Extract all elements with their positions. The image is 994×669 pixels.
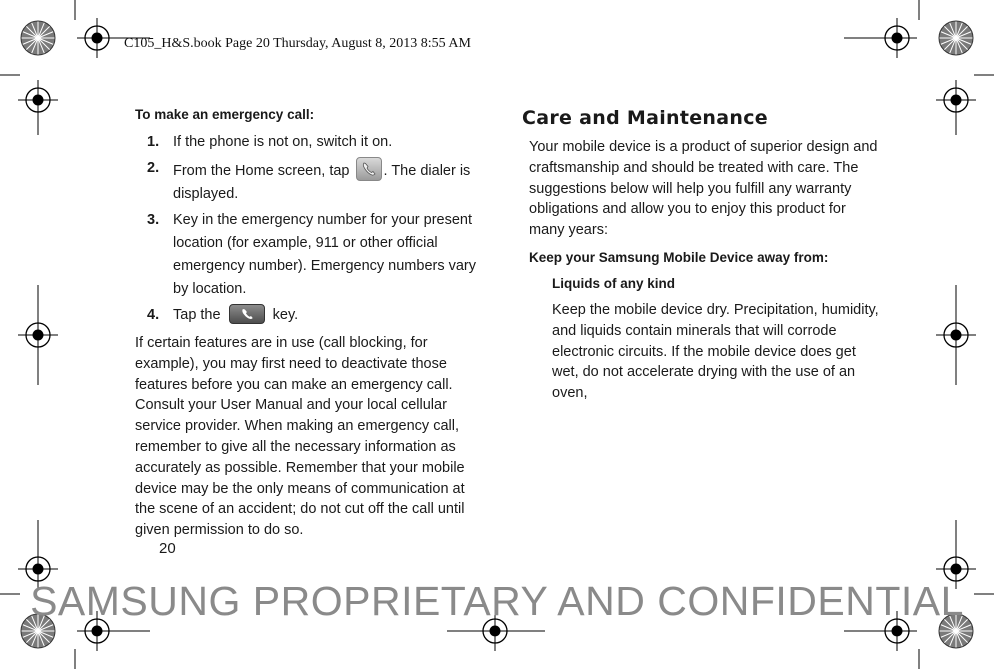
left-column bbox=[135, 105, 485, 541]
confidential-watermark: SAMSUNG PROPRIETARY AND CONFIDENTIAL bbox=[30, 578, 964, 624]
step-text-after: . The dialer is displayed. bbox=[173, 163, 471, 202]
step-2 bbox=[135, 157, 485, 206]
liquids-section bbox=[529, 274, 883, 404]
liquids-heading: Liquids of any kind bbox=[552, 275, 676, 291]
care-maintenance-title: Care and Maintenance bbox=[522, 107, 768, 129]
right-column bbox=[523, 105, 883, 404]
call-key-icon bbox=[229, 304, 265, 324]
step-1 bbox=[135, 131, 485, 154]
step-text-after: key. bbox=[272, 307, 299, 323]
phone-app-icon bbox=[356, 157, 382, 181]
emergency-call-subheading: To make an emergency call: bbox=[135, 107, 315, 122]
care-intro-paragraph: Your mobile device is a product of superior design and craftsmanship and should be treated with care. The suggestions below will help you fulfill any warranty obligations and allow you to enjoy this product for many years: bbox=[529, 139, 878, 239]
step-text-before: From the Home screen, tap bbox=[173, 163, 350, 179]
book-header: C105_H&S.book Page 20 Thursday, August 8, 2013 8:55 AM bbox=[124, 36, 471, 51]
care-body bbox=[523, 137, 883, 404]
emergency-steps-list bbox=[135, 131, 485, 327]
step-text: Key in the emergency number for your present location (for example, 911 or other official emergency number). Emergency numbers vary by location. bbox=[173, 212, 477, 297]
liquids-paragraph: Keep the mobile device dry. Precipitation, humidity, and liquids contain minerals that will corrode electronic circuits. If the mobile device does get wet, do not accelerate drying with the use of an oven, bbox=[552, 301, 879, 402]
page-number: 20 bbox=[159, 540, 176, 557]
step-text-before: Tap the bbox=[173, 307, 221, 323]
step-number: 2. bbox=[147, 160, 160, 176]
emergency-paragraph: If certain features are in use (call blocking, for example), you may first need to deactivate those features before you can make an emergency call. Consult your User Manual and your local cellular service provider. When making an emergency call, remember to give all the necessary information as accurately as possible. Remember that your mobile device may be the only means of communication at the scene of an accident; do not cut off the call until given permission to do so. bbox=[135, 335, 465, 539]
step-number: 3. bbox=[147, 212, 160, 228]
step-text bbox=[173, 304, 485, 327]
step-text: If the phone is not on, switch it on. bbox=[173, 134, 393, 150]
keep-away-heading: Keep your Samsung Mobile Device away from: bbox=[529, 249, 829, 265]
step-3 bbox=[135, 209, 485, 301]
step-4 bbox=[135, 304, 485, 327]
step-text bbox=[173, 157, 485, 206]
step-number: 4. bbox=[147, 307, 160, 323]
step-number: 1. bbox=[147, 134, 160, 150]
